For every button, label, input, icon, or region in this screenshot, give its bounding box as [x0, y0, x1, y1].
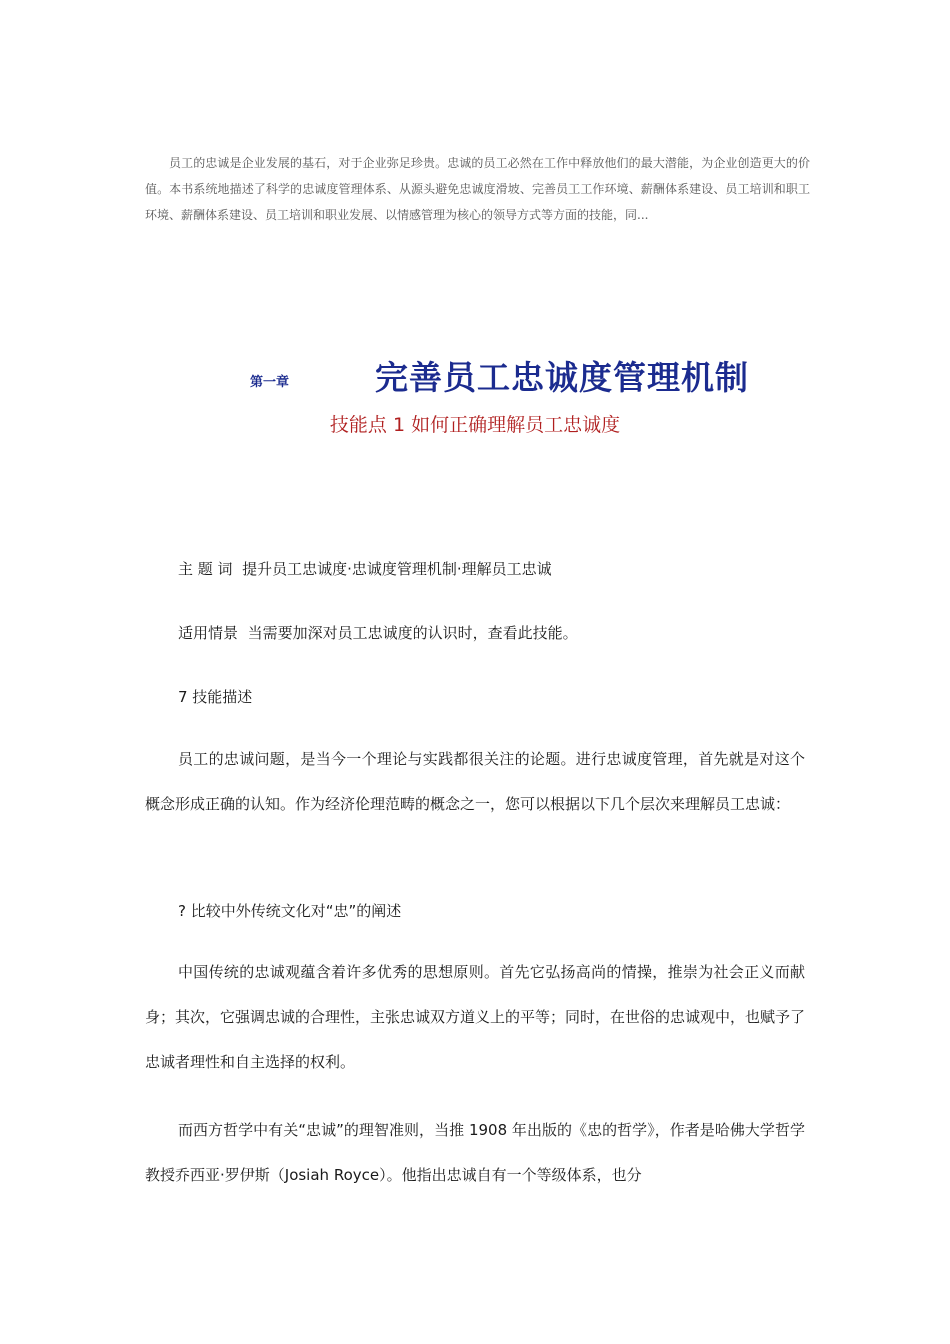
keywords-label: 主 题 词: [178, 560, 233, 578]
abstract-text: 员工的忠诚是企业发展的基石，对于企业弥足珍贵。忠诚的员工必然在工作中释放他们的最大潜能，为企业创造更大的价值。本书系统地描述了科学的忠诚度管理体系、从源头避免忠诚度滑坡、完善员工工作环境、薪酬体系建设、员工培训和职工环境、薪酬体系建设、员工培训和职业发展、以情感管理为核心的领导方式等方面的技能，同...: [145, 156, 810, 222]
skill-title: 技能点 1 如何正确理解员工忠诚度: [329, 414, 621, 436]
keywords-line: [178, 558, 838, 579]
chapter-title: 完善员工忠诚度管理机制: [375, 358, 749, 397]
keywords-text: 提升员工忠诚度·忠诚度管理机制·理解员工忠诚: [242, 560, 552, 578]
scenario-label: 适用情景: [178, 624, 239, 642]
chapter-label: 第一章: [250, 375, 290, 390]
paragraph-3: 而西方哲学中有关“忠诚”的理智准则，当推 1908 年出版的《忠的哲学》，作者是哈佛大学哲学教授乔西亚·罗伊斯（Josiah Royce）。他指出忠诚自有一个等级体系，也分: [145, 1121, 805, 1184]
section-heading: 7 技能描述: [178, 688, 253, 706]
scenario-line: [178, 622, 838, 643]
paragraph-1: 员工的忠诚问题，是当今一个理论与实践都很关注的论题。进行忠诚度管理，首先就是对这个概念形成正确的认知。作为经济伦理范畴的概念之一，您可以根据以下几个层次来理解员工忠诚：: [145, 750, 805, 813]
subheading: ? 比较中外传统文化对“忠”的阐述: [178, 902, 402, 920]
scenario-text: 当需要加深对员工忠诚度的认识时，查看此技能。: [247, 624, 578, 642]
paragraph-2: 中国传统的忠诚观蕴含着许多优秀的思想原则。首先它弘扬高尚的情操，推崇为社会正义而献身；其次，它强调忠诚的合理性，主张忠诚双方道义上的平等；同时，在世俗的忠诚观中，也赋予了忠诚者理性和自主选择的权利。: [145, 963, 806, 1071]
